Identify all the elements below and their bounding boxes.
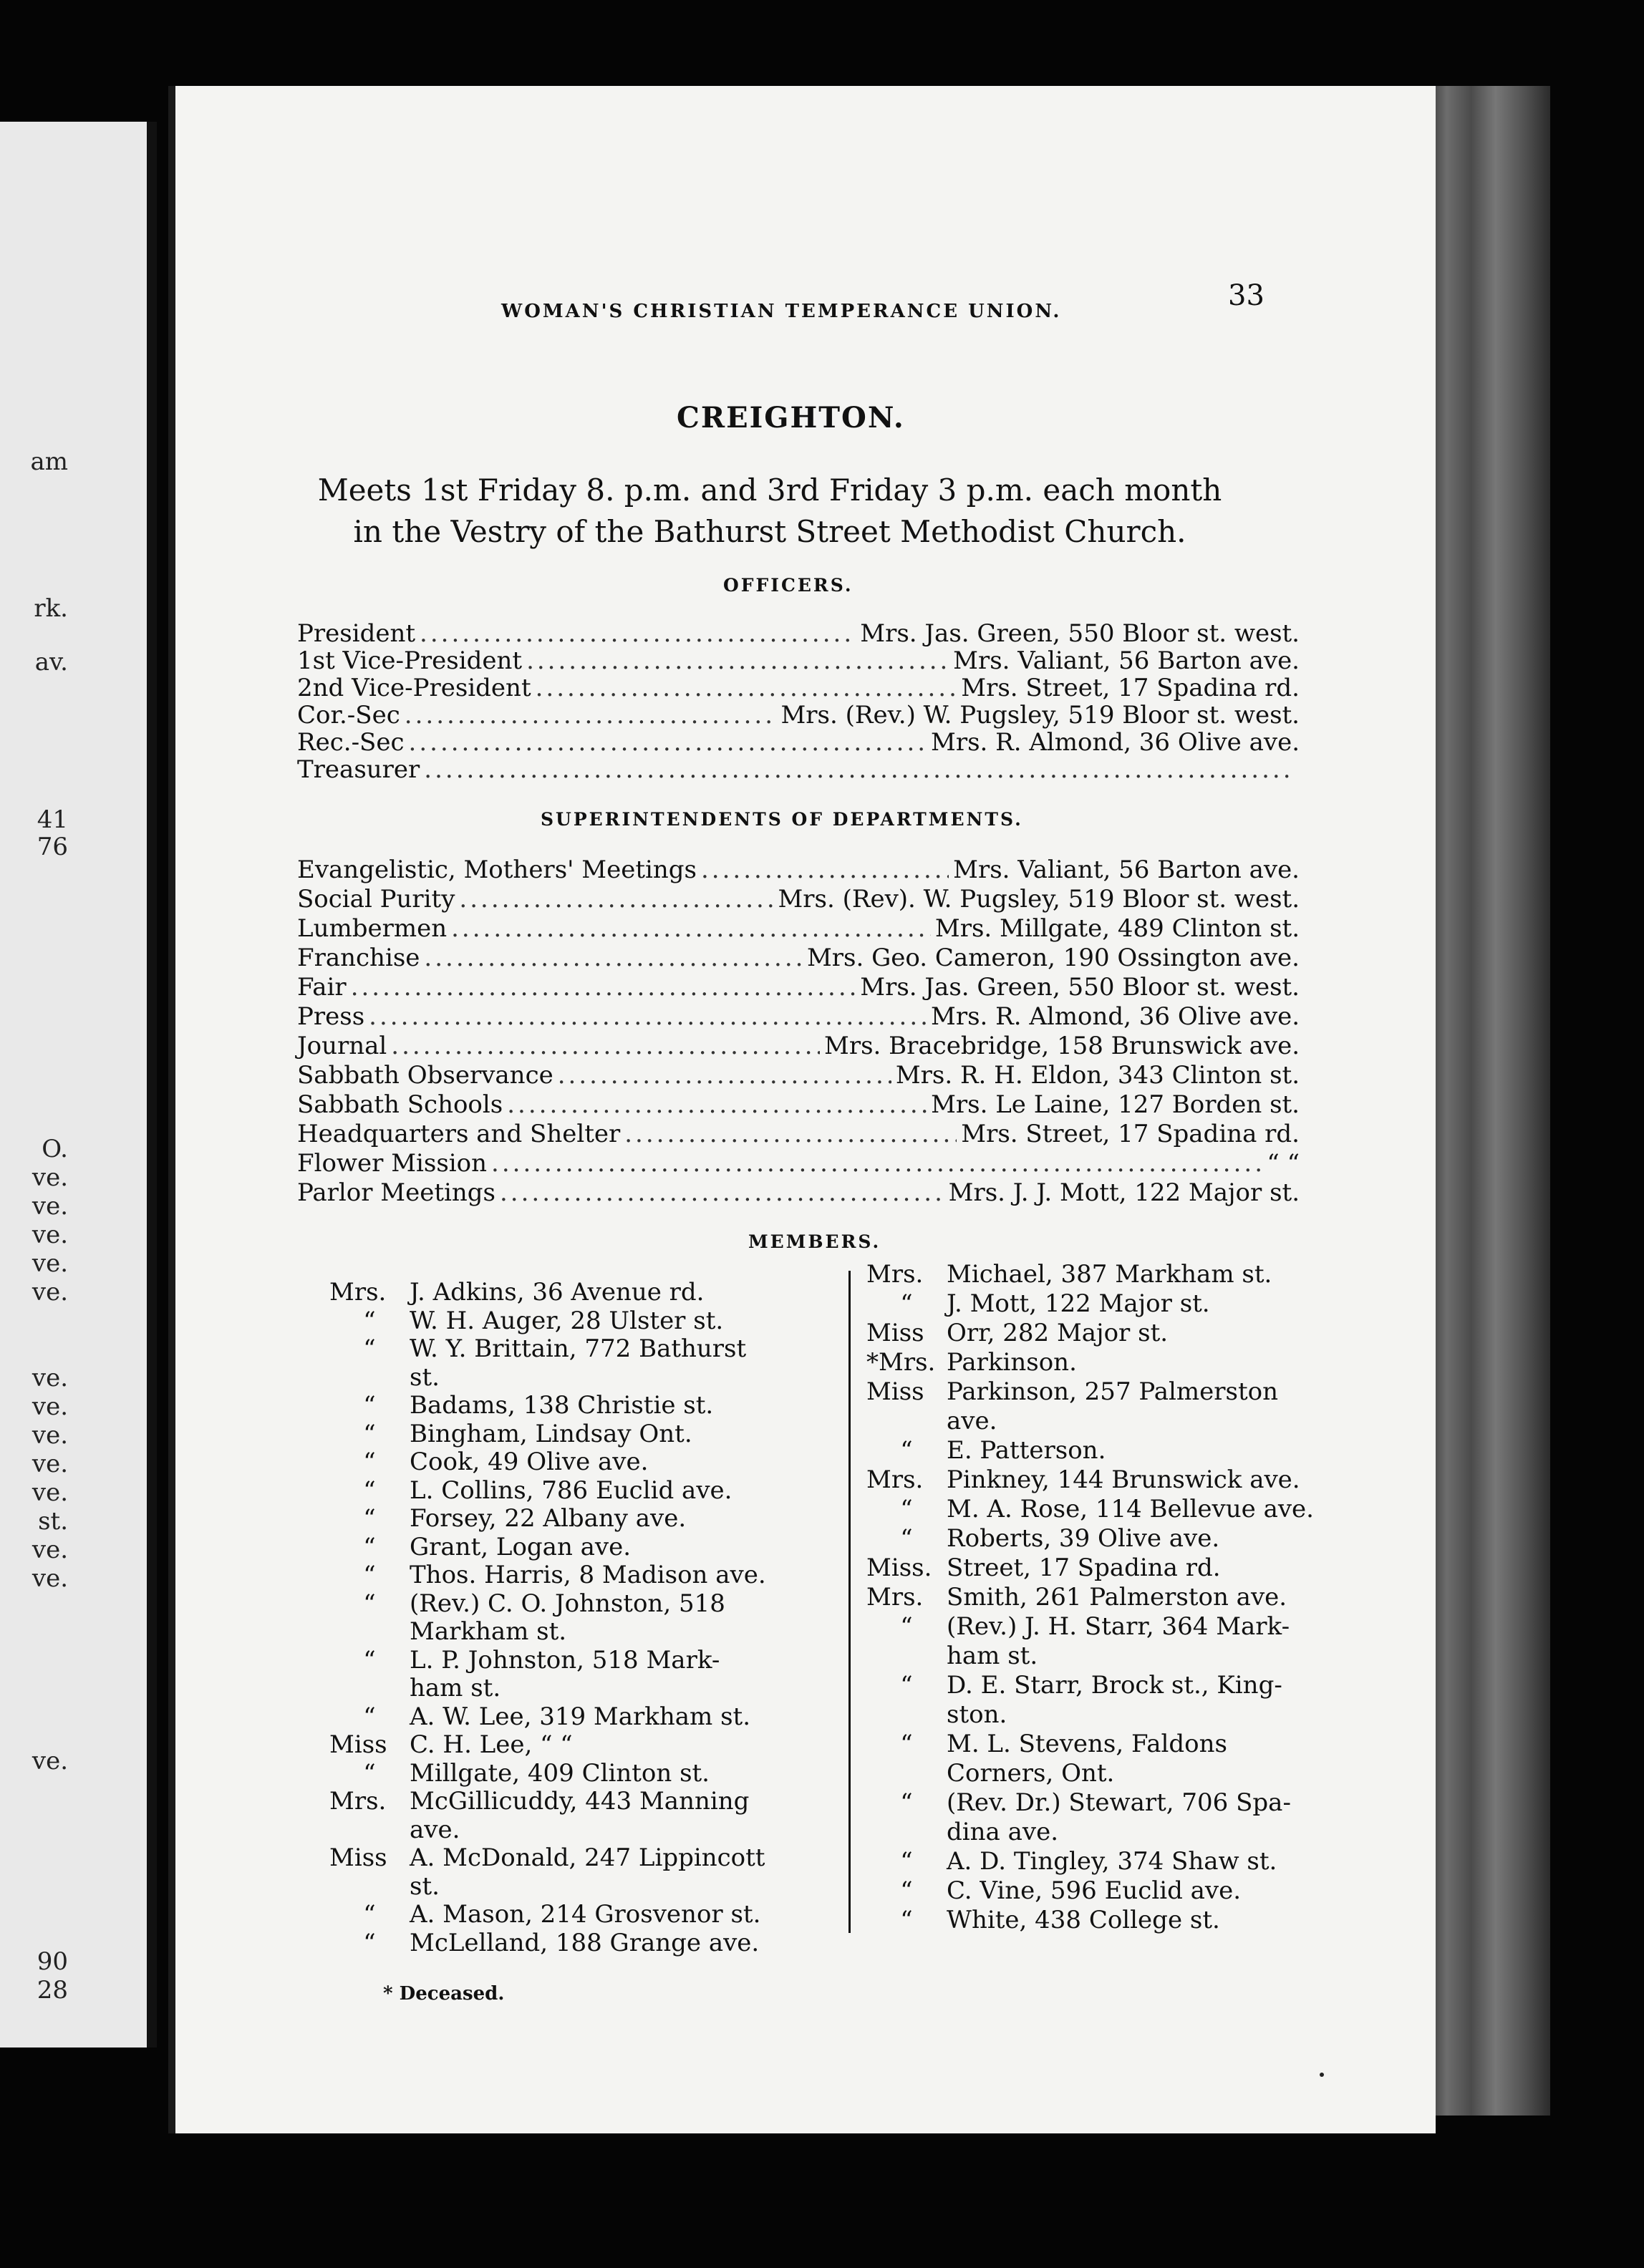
member-text: J. Adkins, 36 Avenue rd. — [410, 1278, 705, 1307]
footnote: * Deceased. — [383, 1983, 505, 2005]
listing-row — [297, 674, 1300, 702]
dot-leader — [391, 1032, 820, 1060]
member-entry — [866, 1348, 1077, 1377]
member-text: st. — [410, 1362, 440, 1392]
facing-page-text: 76 — [37, 833, 68, 861]
member-prefix: *Mrs. — [866, 1348, 936, 1377]
listing-office: Flower Mission — [297, 1149, 488, 1178]
member-entry — [866, 1730, 1227, 1758]
member-text: W. H. Auger, 28 Ulster st. — [410, 1306, 724, 1335]
member-prefix: “ — [900, 1495, 913, 1523]
facing-page-text: ve. — [32, 1163, 68, 1192]
listing-holder: Mrs. R. Almond, 36 Olive ave. — [931, 1002, 1300, 1031]
member-text: Parkinson, 257 Palmerston — [947, 1377, 1278, 1406]
member-text: ham st. — [410, 1674, 501, 1702]
member-prefix: “ — [900, 1876, 913, 1905]
facing-page-text: av. — [34, 648, 68, 677]
member-entry — [329, 1759, 710, 1788]
member-entry — [329, 1307, 723, 1335]
member-entry — [329, 1476, 732, 1505]
member-text: A. W. Lee, 319 Markham st. — [410, 1702, 750, 1731]
facing-page-text: ve. — [32, 1221, 68, 1249]
member-entry — [866, 1407, 997, 1435]
dot-leader — [351, 973, 856, 1002]
member-prefix: “ — [900, 1906, 913, 1934]
facing-page-fragment — [0, 122, 157, 2048]
member-entry — [329, 1900, 760, 1929]
listing-row — [297, 1002, 1300, 1031]
listing-office: President — [297, 619, 416, 648]
member-text: (Rev.) J. H. Starr, 364 Mark- — [947, 1612, 1290, 1641]
member-entry — [329, 1843, 765, 1872]
book-page-edge — [1428, 86, 1550, 2116]
listing-row — [297, 1120, 1300, 1148]
facing-page-text: ve. — [32, 1450, 68, 1478]
member-prefix: “ — [363, 1758, 376, 1788]
listing-row — [297, 728, 1300, 757]
facing-page-text: ve. — [32, 1192, 68, 1221]
member-entry — [866, 1319, 1168, 1347]
member-entry — [866, 1671, 1282, 1700]
member-text: st. — [410, 1871, 440, 1901]
member-prefix: “ — [900, 1289, 913, 1318]
member-entry — [866, 1612, 1290, 1641]
member-text: Corners, Ont. — [947, 1759, 1115, 1788]
listing-office: Headquarters and Shelter — [297, 1120, 621, 1148]
member-entry — [329, 1589, 725, 1618]
listing-holder: Mrs. (Rev). W. Pugsley, 519 Bloor st. west. — [778, 885, 1300, 914]
member-entry — [329, 1787, 749, 1816]
member-text: ave. — [947, 1407, 997, 1435]
member-text: Millgate, 409 Clinton st. — [410, 1758, 710, 1788]
member-text: E. Patterson. — [947, 1436, 1106, 1465]
running-head: WOMAN'S CHRISTIAN TEMPERANCE UNION. — [501, 301, 1062, 322]
dot-leader — [701, 856, 949, 884]
member-entry — [329, 1363, 440, 1392]
listing-row — [297, 973, 1300, 1002]
member-entry — [329, 1872, 440, 1901]
member-text: McLelland, 188 Grange ave. — [410, 1928, 760, 1957]
member-text: ston. — [947, 1700, 1007, 1729]
member-text: L. P. Johnston, 518 Mark- — [410, 1645, 720, 1675]
member-text: McGillicuddy, 443 Manning — [410, 1787, 750, 1816]
facing-page-text: 90 — [37, 1947, 68, 1976]
dot-leader — [459, 885, 773, 914]
member-entry — [329, 1561, 766, 1589]
member-prefix: “ — [900, 1788, 913, 1817]
listing-holder: Mrs. Geo. Cameron, 190 Ossington ave. — [806, 944, 1300, 972]
dot-leader — [526, 646, 949, 675]
listing-holder: Mrs. Street, 17 Spadina rd. — [961, 674, 1300, 702]
member-text: Grant, Logan ave. — [410, 1532, 632, 1561]
facing-page-text: O. — [42, 1135, 68, 1163]
listing-office: Sabbath Observance — [297, 1061, 553, 1090]
dot-leader — [507, 1090, 927, 1119]
member-text: Smith, 261 Palmerston ave. — [947, 1583, 1287, 1612]
member-entry — [866, 1260, 1272, 1289]
member-prefix: Miss — [866, 1377, 924, 1406]
member-text: Markham st. — [410, 1617, 567, 1646]
meeting-info-line: in the Vestry of the Bathurst Street Methodist Church. — [353, 514, 1186, 549]
dot-leader — [558, 1061, 891, 1090]
member-entry — [329, 1334, 746, 1363]
member-text: Thos. Harris, 8 Madison ave. — [410, 1561, 766, 1589]
member-entry — [329, 1420, 692, 1448]
listing-row — [297, 1178, 1300, 1207]
dot-leader — [624, 1120, 957, 1148]
facing-page-text: rk. — [34, 594, 68, 623]
member-entry — [329, 1617, 566, 1646]
member-prefix: Miss — [329, 1730, 387, 1759]
member-prefix: “ — [900, 1436, 913, 1465]
officers-heading: OFFICERS. — [723, 575, 854, 596]
listing-row — [297, 944, 1300, 972]
member-entry — [866, 1465, 1300, 1494]
member-prefix: “ — [363, 1928, 376, 1957]
member-prefix: “ — [900, 1671, 913, 1700]
listing-holder: Mrs. (Rev.) W. Pugsley, 519 Bloor st. west. — [780, 701, 1300, 730]
dot-leader — [420, 619, 856, 648]
listing-holder: Mrs. Street, 17 Spadina rd. — [961, 1120, 1300, 1148]
page-number: 33 — [1228, 279, 1265, 312]
facing-page-text: ve. — [32, 1278, 68, 1307]
member-prefix: Mrs. — [866, 1583, 924, 1612]
listing-office: Social Purity — [297, 885, 455, 914]
member-entry — [866, 1436, 1106, 1465]
dot-leader — [536, 674, 957, 702]
member-prefix: “ — [363, 1532, 376, 1561]
facing-page-text: ve. — [32, 1249, 68, 1278]
listing-office: Rec.-Sec — [297, 728, 405, 757]
member-entry — [329, 1929, 759, 1957]
listing-row — [297, 646, 1300, 675]
member-prefix: “ — [363, 1702, 376, 1731]
listing-office: Journal — [297, 1032, 387, 1060]
listing-row — [297, 1149, 1300, 1178]
member-text: J. Mott, 122 Major st. — [947, 1289, 1210, 1318]
listing-office: 2nd Vice-President — [297, 674, 531, 702]
listing-row — [297, 856, 1300, 884]
member-text: A. Mason, 214 Grosvenor st. — [410, 1900, 761, 1929]
dot-leader — [424, 944, 803, 972]
member-prefix: “ — [363, 1900, 376, 1929]
listing-office: Cor.-Sec — [297, 701, 400, 730]
member-prefix: “ — [900, 1524, 913, 1553]
listing-row — [297, 885, 1300, 914]
member-entry — [866, 1876, 1241, 1905]
member-text: C. Vine, 596 Euclid ave. — [947, 1876, 1242, 1905]
member-text: W. Y. Brittain, 772 Bathurst — [410, 1334, 747, 1363]
member-entry — [866, 1847, 1277, 1876]
member-entry — [329, 1504, 686, 1533]
member-entry — [866, 1906, 1220, 1934]
facing-page-text: ve. — [32, 1421, 68, 1450]
listing-row — [297, 619, 1300, 648]
listing-holder: Mrs. Millgate, 489 Clinton st. — [934, 914, 1300, 943]
listing-office: 1st Vice-President — [297, 646, 523, 675]
facing-page-text: ve. — [32, 1392, 68, 1421]
section-title: CREIGHTON. — [677, 401, 905, 435]
listing-row — [297, 1061, 1300, 1090]
facing-page-text: 41 — [37, 805, 68, 834]
listing-holder: Mrs. Le Laine, 127 Borden st. — [931, 1090, 1300, 1119]
facing-page-text: 28 — [37, 1976, 68, 2005]
listing-office: Franchise — [297, 944, 420, 972]
member-text: Roberts, 39 Olive ave. — [947, 1524, 1220, 1553]
member-entry — [866, 1788, 1291, 1817]
member-prefix: “ — [363, 1391, 376, 1420]
member-text: Parkinson. — [947, 1348, 1077, 1377]
dot-leader — [424, 755, 1295, 784]
facing-page-text: am — [30, 447, 68, 476]
listing-holder: Mrs. Valiant, 56 Barton ave. — [953, 646, 1300, 675]
member-entry — [866, 1583, 1287, 1612]
facing-page-text: ve. — [32, 1564, 68, 1593]
member-text: Badams, 138 Christie st. — [410, 1391, 714, 1420]
member-prefix: “ — [363, 1589, 376, 1618]
facing-page-text: ve. — [32, 1364, 68, 1392]
member-prefix: Mrs. — [329, 1787, 387, 1816]
member-text: Cook, 49 Olive ave. — [410, 1448, 649, 1476]
listing-office: Treasurer — [297, 755, 420, 784]
member-prefix: “ — [900, 1847, 913, 1876]
listing-office: Press — [297, 1002, 365, 1031]
member-entry — [329, 1533, 631, 1561]
dot-leader — [409, 728, 927, 757]
member-prefix: “ — [363, 1448, 376, 1476]
member-text: C. H. Lee, “ “ — [410, 1730, 573, 1759]
listing-holder: Mrs. Bracebridge, 158 Brunswick ave. — [824, 1032, 1300, 1060]
member-text: Forsey, 22 Albany ave. — [410, 1504, 687, 1533]
member-entry — [866, 1524, 1219, 1553]
member-prefix: Mrs. — [866, 1465, 924, 1494]
listing-row — [297, 701, 1300, 730]
member-prefix: “ — [363, 1334, 376, 1363]
member-text: A. McDonald, 247 Lippincott — [410, 1843, 765, 1872]
book-page — [168, 86, 1436, 2133]
member-prefix: Mrs. — [329, 1278, 387, 1307]
member-text: A. D. Tingley, 374 Shaw st. — [947, 1847, 1277, 1876]
member-prefix: “ — [900, 1730, 913, 1758]
listing-office: Sabbath Schools — [297, 1090, 503, 1119]
member-entry — [329, 1702, 750, 1731]
member-text: (Rev. Dr.) Stewart, 706 Spa- — [947, 1788, 1291, 1817]
member-entry — [329, 1278, 705, 1307]
member-text: ave. — [410, 1815, 460, 1844]
member-text: Orr, 282 Major st. — [947, 1319, 1169, 1347]
member-prefix: “ — [363, 1419, 376, 1448]
member-text: White, 438 College st. — [947, 1906, 1220, 1934]
dot-leader — [369, 1002, 927, 1031]
member-text: D. E. Starr, Brock st., King- — [947, 1671, 1282, 1700]
member-entry — [329, 1816, 460, 1844]
member-text: L. Collins, 786 Euclid ave. — [410, 1475, 732, 1505]
member-prefix: “ — [363, 1645, 376, 1675]
listing-holder: Mrs. Valiant, 56 Barton ave. — [953, 856, 1300, 884]
member-entry — [329, 1730, 573, 1759]
facing-page-text: ve. — [32, 1478, 68, 1507]
member-prefix: Miss — [329, 1843, 387, 1872]
member-prefix: Miss. — [866, 1554, 932, 1582]
listing-holder: “ “ — [1267, 1149, 1300, 1178]
listing-holder: Mrs. Jas. Green, 550 Bloor st. west. — [860, 619, 1300, 648]
listing-holder: Mrs. R. H. Eldon, 343 Clinton st. — [895, 1061, 1300, 1090]
member-entry — [866, 1554, 1221, 1582]
listing-holder: Mrs. J. J. Mott, 122 Major st. — [948, 1178, 1300, 1207]
member-text: M. L. Stevens, Faldons — [947, 1730, 1227, 1758]
member-entry — [329, 1448, 648, 1476]
member-entry — [866, 1818, 1058, 1846]
facing-page-text: ve. — [32, 1747, 68, 1775]
member-text: M. A. Rose, 114 Bellevue ave. — [947, 1495, 1314, 1523]
listing-office: Parlor Meetings — [297, 1178, 495, 1207]
member-entry — [329, 1674, 501, 1702]
member-text: (Rev.) C. O. Johnston, 518 — [410, 1589, 725, 1618]
listing-row — [297, 1032, 1300, 1060]
listing-holder: Mrs. R. Almond, 36 Olive ave. — [931, 728, 1300, 757]
listing-office: Evangelistic, Mothers' Meetings — [297, 856, 697, 884]
facing-page-text: st. — [38, 1507, 68, 1536]
member-entry — [329, 1391, 713, 1420]
listing-row — [297, 914, 1300, 943]
column-divider — [848, 1271, 851, 1933]
dot-leader — [500, 1178, 944, 1207]
facing-page-text: ve. — [32, 1536, 68, 1564]
member-prefix: Mrs. — [866, 1260, 924, 1289]
member-prefix: “ — [900, 1612, 913, 1641]
member-prefix: “ — [363, 1475, 376, 1505]
member-prefix: “ — [363, 1561, 376, 1589]
member-prefix: “ — [363, 1504, 376, 1533]
dot-leader — [451, 914, 931, 943]
member-prefix: Miss — [866, 1319, 924, 1347]
listing-holder: Mrs. Jas. Green, 550 Bloor st. west. — [860, 973, 1300, 1002]
member-entry — [866, 1289, 1210, 1318]
listing-row — [297, 1090, 1300, 1119]
member-text: ham st. — [947, 1642, 1038, 1670]
listing-office: Fair — [297, 973, 347, 1002]
member-prefix: “ — [363, 1306, 376, 1335]
member-text: Bingham, Lindsay Ont. — [410, 1419, 692, 1448]
members-heading: MEMBERS. — [748, 1231, 881, 1252]
member-entry — [866, 1759, 1114, 1788]
dot-leader — [405, 701, 777, 730]
member-entry — [866, 1377, 1278, 1406]
meeting-info-line: Meets 1st Friday 8. p.m. and 3rd Friday 3 p.m. each month — [317, 472, 1222, 508]
print-speck — [1320, 2073, 1324, 2077]
dot-leader — [491, 1149, 1262, 1178]
superintendents-heading: SUPERINTENDENTS OF DEPARTMENTS. — [541, 809, 1023, 830]
member-entry — [866, 1495, 1314, 1523]
member-text: Street, 17 Spadina rd. — [947, 1554, 1221, 1582]
listing-office: Lumbermen — [297, 914, 448, 943]
listing-row — [297, 755, 1300, 784]
member-entry — [866, 1642, 1038, 1670]
member-entry — [329, 1646, 720, 1675]
member-text: Michael, 387 Markham st. — [947, 1260, 1272, 1289]
member-text: dina ave. — [947, 1818, 1059, 1846]
member-entry — [866, 1700, 1007, 1729]
member-text: Pinkney, 144 Brunswick ave. — [947, 1465, 1300, 1494]
